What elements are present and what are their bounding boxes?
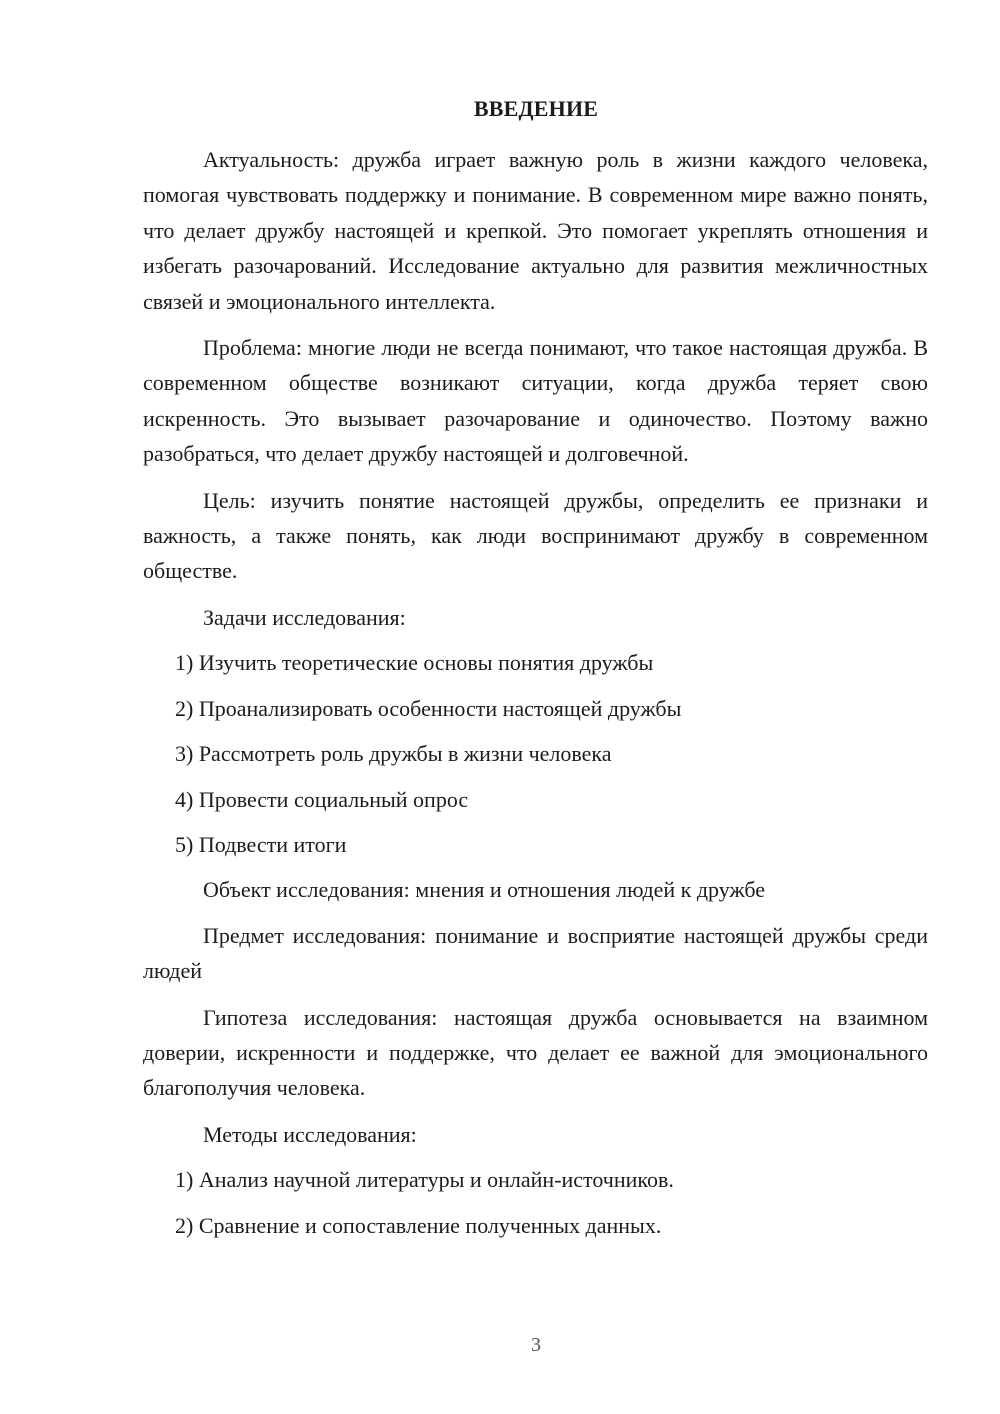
tasks-list: [143, 645, 928, 862]
tasks-heading: Задачи исследования:: [203, 604, 406, 630]
relevance-paragraph: Актуальность: дружба играет важную роль в жизни каждого человека, помогая чувствовать поддержку и понимание. В современном мире важно понять, что делает дружбу настоящей и крепкой. Это помогает укреплять отношения и избегать разочарований. Исследование актуально для развития межличностных связей и эмоционального интеллекта.: [143, 147, 928, 314]
methods-list: [143, 1162, 928, 1243]
hypothesis-paragraph: Гипотеза исследования: настоящая дружба основывается на взаимном доверии, искренности и поддержке, что делает ее важной для эмоционального благополучия человека.: [143, 1004, 928, 1101]
page-number: 3: [531, 1334, 541, 1356]
list-item: 2) Проанализировать особенности настоящей дружбы: [175, 695, 682, 721]
list-item: 3) Рассмотреть роль дружбы в жизни человека: [175, 741, 612, 767]
list-item: 5) Подвести итоги: [175, 831, 347, 857]
methods-heading: Методы исследования:: [203, 1121, 417, 1147]
goal-paragraph: Цель: изучить понятие настоящей дружбы, определить ее признаки и важность, а также понять, как люди воспринимают дружбу в современном обществе.: [143, 487, 928, 584]
object-paragraph: Объект исследования: мнения и отношения людей к дружбе: [203, 877, 766, 903]
list-item: 2) Сравнение и сопоставление полученных данных.: [175, 1212, 662, 1238]
subject-paragraph: Предмет исследования: понимание и восприятие настоящей дружбы среди людей: [143, 922, 928, 984]
document-body: [143, 142, 928, 1253]
list-item: 1) Анализ научной литературы и онлайн-источников.: [175, 1167, 674, 1193]
list-item: 4) Провести социальный опрос: [175, 786, 469, 812]
list-item: 1) Изучить теоретические основы понятия дружбы: [175, 650, 654, 676]
page-title: ВВЕДЕНИЕ: [473, 96, 599, 121]
problem-paragraph: Проблема: многие люди не всегда понимают, что такое настоящая дружба. В современном обществе возникают ситуации, когда дружба теряет свою искренность. Это вызывает разочарование и одиночество. Поэтому важно разобраться, что делает дружбу настоящей и долговечной.: [143, 335, 928, 467]
